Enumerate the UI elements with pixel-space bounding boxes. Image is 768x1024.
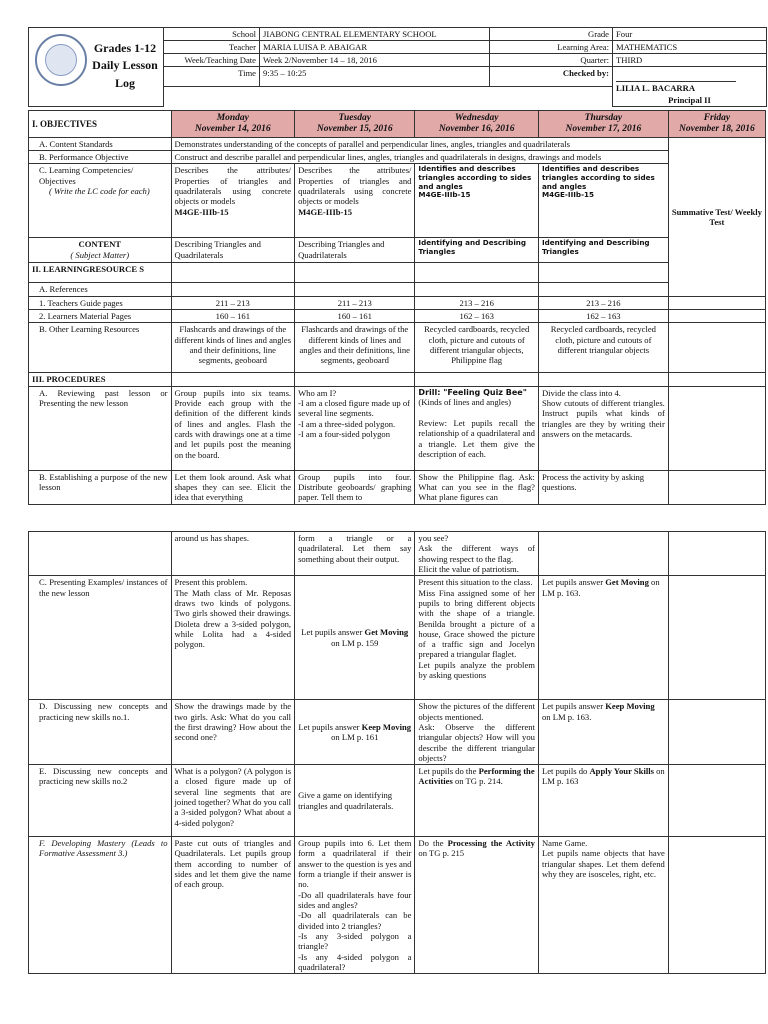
- friday-summative-note: Summative Test/ Weekly Test: [668, 137, 765, 296]
- content-standards-label: A. Content Standards: [29, 137, 172, 150]
- proc-b-cont-tuesday: form a triangle or a quadrilateral. Let them say something about their output.: [295, 532, 415, 576]
- proc-e-tuesday: Give a game on identifying triangles and quadrilaterals.: [295, 765, 415, 837]
- week-value: Week 2/November 14 – 18, 2016: [260, 54, 490, 67]
- performance-objective-label: B. Performance Objective: [29, 151, 172, 164]
- lesson-table-page1: [28, 110, 766, 505]
- quarter-value: THIRD: [613, 54, 767, 67]
- proc-b-monday: Let them look around. Ask what shapes they can see. Elicit the idea that everything: [171, 470, 295, 504]
- content-monday: Describing Triangles and Quadrilaterals: [171, 238, 295, 263]
- other-resources-tuesday: Flashcards and drawings of the different kinds of lines and angles and their definitions, line segments, geoboard: [295, 323, 415, 373]
- lm-pages-label: 2. Learners Material Pages: [29, 310, 172, 323]
- school-value: JIABONG CENTRAL ELEMENTARY SCHOOL: [260, 28, 490, 41]
- week-label: Week/Teaching Date: [164, 54, 260, 67]
- proc-d-wednesday: Show the pictures of the different objects mentioned. Ask: Observe the different triangular objects? How will you describe the different triangular objects?: [415, 700, 539, 765]
- lesson-table: [28, 110, 766, 505]
- proc-b-cont-monday: around us has shapes.: [171, 532, 295, 576]
- competencies-wednesday: Identifies and describes triangles according to sides and angles M4GE-IIIb-15: [415, 164, 539, 238]
- title-cell: [29, 28, 164, 107]
- proc-e-thursday: Let pupils do Apply Your Skills on LM p. 163: [538, 765, 668, 837]
- doc-title-line1: Grades 1-12: [93, 41, 157, 55]
- day-header-tuesday: Tuesday November 15, 2016: [295, 111, 415, 138]
- day-header-monday: Monday November 14, 2016: [171, 111, 295, 138]
- header-table: [28, 27, 767, 107]
- doc-title-line2: Daily Lesson Log: [92, 58, 158, 90]
- proc-c-wednesday: Present this situation to the class. Miss Fina assigned some of her pupils to bring different objects with the shape of a triangle. Benilda brought a picture of a house, Grace showed the picture of a traffic sign and Jocelyn prepared a triangular flaglet. Let pupils analyze the problem by asking questions: [415, 576, 539, 700]
- tg-pages-monday: 211 – 213: [171, 296, 295, 309]
- quarter-label: Quarter:: [490, 54, 613, 67]
- checked-by-label: Checked by:: [490, 67, 613, 87]
- other-resources-thursday: Recycled cardboards, recycled cloth, picture and cutouts of different triangular objects: [538, 323, 668, 373]
- day-header-friday: Friday November 18, 2016: [668, 111, 765, 138]
- tg-pages-thursday: 213 – 216: [538, 296, 668, 309]
- proc-d-monday: Show the drawings made by the two girls. Ask: What do you call the first drawing? How about the second one?: [171, 700, 295, 765]
- procedures-heading: III. PROCEDURES: [29, 373, 172, 386]
- proc-b-cont-wednesday: you see? Ask the different ways of showing respect to the flag. Elicit the value of patriotism.: [415, 532, 539, 576]
- proc-c-tuesday: Let pupils answer Get Moving on LM p. 159: [295, 576, 415, 700]
- deped-seal-icon: [35, 34, 87, 86]
- proc-e-monday: What is a polygon? (A polygon is a closed figure made up of several line segments that are joined together? What do you call a 3-sided polygon? What about a 4-sided polygon?: [171, 765, 295, 837]
- checker-cell: [613, 67, 767, 107]
- proc-f-label: F. Developing Mastery (Leads to Formative Assessment 3.): [29, 837, 172, 974]
- lm-pages-monday: 160 – 161: [171, 310, 295, 323]
- content-wednesday: Identifying and Describing Triangles: [415, 238, 539, 263]
- proc-b-tuesday: Group pupils into four. Distribute geoboards/ graphing paper. Tell them to: [295, 470, 415, 504]
- learning-resources-label: II. LEARNINGRESOURCE S: [29, 263, 172, 283]
- proc-a-thursday: Divide the class into 4. Show cutouts of different triangles. Instruct pupils what kinds of triangles are they by writing their answers on the metacards.: [538, 386, 668, 470]
- proc-d-label: D. Discussing new concepts and practicing new skills no.1.: [29, 700, 172, 765]
- proc-c-thursday: Let pupils answer Get Moving on LM p. 163.: [538, 576, 668, 700]
- tg-pages-tuesday: 211 – 213: [295, 296, 415, 309]
- other-resources-wednesday: Recycled cardboards, recycled cloth, picture and cutouts of different triangular objects, Philippine flag: [415, 323, 539, 373]
- tg-pages-label: 1. Teachers Guide pages: [29, 296, 172, 309]
- tg-pages-wednesday: 213 – 216: [415, 296, 539, 309]
- content-standards-value: Demonstrates understanding of the concepts of parallel and perpendicular lines, angles, triangles and quadrilaterals: [171, 137, 668, 150]
- time-value: 9:35 – 10:25: [260, 67, 490, 87]
- proc-a-label: A. Reviewing past lesson or Presenting the new lesson: [29, 386, 172, 470]
- teacher-label: Teacher: [164, 41, 260, 54]
- proc-e-label: E. Discussing new concepts and practicing new skills no.2: [29, 765, 172, 837]
- proc-c-monday: Present this problem. The Math class of Mr. Reposas draws two kinds of polygons. Two girls showed their drawings. Dioleta drew a 3-sided polygon, while Lolita had a 4-sided polygon.: [171, 576, 295, 700]
- day-header-thursday: Thursday November 17, 2016: [538, 111, 668, 138]
- references-label: A. References: [29, 283, 172, 296]
- learning-area-value: MATHEMATICS: [613, 41, 767, 54]
- proc-a-monday: Group pupils into six teams. Provide each group with the definition of the different kinds of lines and angles. Flash the cards with drawings one at a time and let pupils post the meaning on the board.: [171, 386, 295, 470]
- content-thursday: Identifying and Describing Triangles: [538, 238, 668, 263]
- other-resources-label: B. Other Learning Resources: [29, 323, 172, 373]
- proc-b-wednesday: Show the Philippine flag. Ask: What can you see in the flag? What plane figures can: [415, 470, 539, 504]
- grade-value: Four: [613, 28, 767, 41]
- lesson-table-continued: [28, 531, 766, 974]
- school-label: School: [164, 28, 260, 41]
- competencies-monday: Describes the attributes/ Properties of triangles and quadrilaterals using concrete objects or models M4GE-IIIb-15: [171, 164, 295, 238]
- proc-f-tuesday: Group pupils into 6. Let them form a quadrilateral if their answer to the question is yes and form a triangle if their answer is no. -Do all quadrilaterals have four sides and angles? -Do all quadrilaterals can be divided into 2 triangles? -Is any 3-sided polygon a triangle? -Is any 4-sided polygon a quadrilateral?: [295, 837, 415, 974]
- proc-b-thursday: Process the activity by asking questions.: [538, 470, 668, 504]
- lm-pages-thursday: 162 – 163: [538, 310, 668, 323]
- proc-f-monday: Paste cut outs of triangles and Quadrilaterals. Let pupils group them according to number of sides and let them give the name of each group.: [171, 837, 295, 974]
- proc-f-thursday: Name Game. Let pupils name objects that have triangular shapes. Let them defend why they are isosceles, right, etc.: [538, 837, 668, 974]
- proc-c-label: C. Presenting Examples/ instances of the new lesson: [29, 576, 172, 700]
- competencies-tuesday: Describes the attributes/ Properties of triangles and quadrilaterals using concrete objects or models M4GE-IIIb-15: [295, 164, 415, 238]
- proc-f-wednesday: Do the Processing the Activity on TG p. 215: [415, 837, 539, 974]
- content-label: CONTENT ( Subject Matter): [29, 238, 172, 263]
- learning-area-label: Learning Area:: [490, 41, 613, 54]
- header: [28, 27, 766, 104]
- lm-pages-tuesday: 160 – 161: [295, 310, 415, 323]
- lm-pages-wednesday: 162 – 163: [415, 310, 539, 323]
- content-tuesday: Describing Triangles and Quadrilaterals: [295, 238, 415, 263]
- day-header-wednesday: Wednesday November 16, 2016: [415, 111, 539, 138]
- proc-a-wednesday: Drill: "Feeling Quiz Bee" (Kinds of lines and angles) Review: Let pupils recall the relationship of a quadrilateral and a triangle. Let them give the description of each.: [415, 386, 539, 470]
- competencies-thursday: Identifies and describes triangles according to sides and angles M4GE-IIIb-15: [538, 164, 668, 238]
- lesson-table-page2: [28, 531, 766, 974]
- proc-d-tuesday: Let pupils answer Keep Moving on LM p. 161: [295, 700, 415, 765]
- performance-objective-value: Construct and describe parallel and perpendicular lines, angles, triangles and quadrilaterals in designs, drawings and models: [171, 151, 668, 164]
- proc-d-thursday: Let pupils answer Keep Moving on LM p. 163.: [538, 700, 668, 765]
- proc-b-label: B. Establishing a purpose of the new lesson: [29, 470, 172, 504]
- checker-name: LILIA L. BACARRA: [616, 83, 696, 93]
- objectives-heading: I. OBJECTIVES: [29, 111, 172, 138]
- proc-e-wednesday: Let pupils do the Performing the Activities on TG p. 214.: [415, 765, 539, 837]
- teacher-value: MARIA LUISA P. ABAIGAR: [260, 41, 490, 54]
- other-resources-monday: Flashcards and drawings of the different kinds of lines and angles and their definitions, line segments, geoboard: [171, 323, 295, 373]
- competencies-label: C. Learning Competencies/ Objectives ( Write the LC code for each): [29, 164, 172, 238]
- time-label: Time: [164, 67, 260, 87]
- grade-label: Grade: [490, 28, 613, 41]
- checker-title: Principal II: [668, 95, 711, 105]
- proc-a-tuesday: Who am I? -I am a closed figure made up of several line segments. -I am a three-sided polygon. -I am a four-sided polygon: [295, 386, 415, 470]
